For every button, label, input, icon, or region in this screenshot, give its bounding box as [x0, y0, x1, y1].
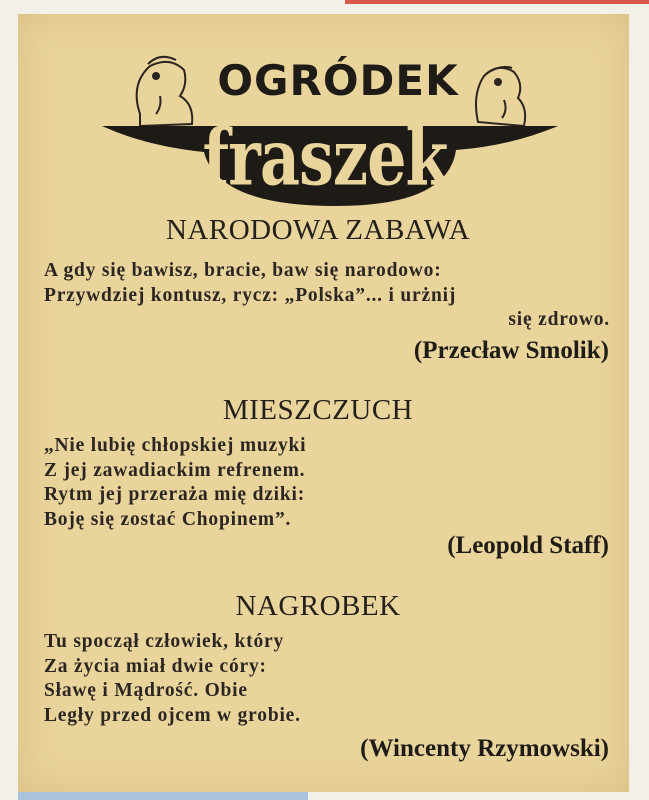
poem-line: Z jej zawadiackim refrenem. [44, 459, 306, 481]
poem-line: Boję się zostać Chopinem”. [44, 508, 292, 530]
poem-line: Sławę i Mądrość. Obie [44, 680, 248, 701]
blue-edge-strip [18, 792, 308, 800]
logo-bottom-text: fraszek [202, 112, 448, 204]
poem-title: NAGROBEK [235, 590, 401, 622]
poem-line: Za życia miał dwie córy: [44, 655, 267, 677]
newspaper-clipping [18, 14, 629, 792]
poem-line: się zdrowo. [508, 309, 610, 330]
poem-author: (Przecław Smolik) [413, 337, 609, 364]
poem-line: A gdy się bawisz, bracie, baw się narodowo: [44, 260, 442, 281]
ogrodek-fraszek-logo [100, 34, 560, 210]
poem-line: Rytm jej przeraża mię dziki: [44, 484, 306, 505]
poem-body [44, 434, 306, 532]
poem-body [44, 630, 301, 728]
poem-author: (Leopold Staff) [447, 532, 609, 559]
red-edge-strip [345, 0, 649, 4]
logo-top-text: OGRÓDEK [217, 56, 459, 105]
poem-line: Przywdziej kontusz, rycz: „Polska”... i urżnij [44, 284, 457, 306]
poem-line: „Nie lubię chłopskiej muzyki [44, 435, 307, 456]
poem-title: NARODOWA ZABAWA [165, 214, 471, 246]
poem-line: Tu spoczął człowiek, który [44, 631, 284, 652]
poem-author: (Wincenty Rzymowski) [360, 735, 609, 762]
poem-body [44, 259, 610, 333]
poem-title: MIESZCZUCH [222, 394, 414, 426]
poem-line: Legły przed ojcem w grobie. [44, 704, 301, 726]
left-figure-icon [137, 57, 193, 126]
